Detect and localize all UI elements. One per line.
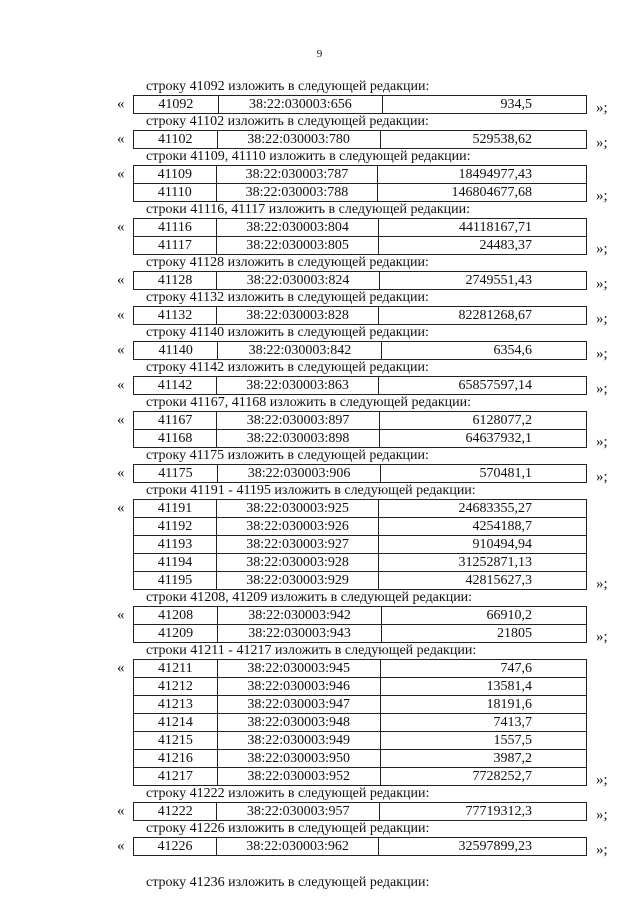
value-cell: 32597899,23 xyxy=(379,838,587,856)
cadastral-number-cell: 38:22:030003:949 xyxy=(217,732,380,750)
amendment-table xyxy=(133,606,587,643)
amendment-block xyxy=(0,271,639,290)
amendment-table xyxy=(133,218,587,255)
value-cell: 66910,2 xyxy=(381,607,586,625)
opening-quote: « xyxy=(117,500,125,516)
cadastral-number-cell: 38:22:030003:943 xyxy=(218,625,382,643)
value-cell: 82281268,67 xyxy=(379,307,587,325)
opening-quote: « xyxy=(117,660,125,676)
value-cell: 529538,62 xyxy=(380,131,586,149)
value-cell: 42815627,3 xyxy=(379,572,587,590)
amendment-block xyxy=(0,218,639,255)
amendment-block xyxy=(0,499,639,590)
amendment-table xyxy=(133,837,587,856)
amendment-block xyxy=(0,165,639,202)
cadastral-number-cell: 38:22:030003:898 xyxy=(217,430,380,448)
amendment-block xyxy=(0,659,639,786)
closing-quote: »; xyxy=(596,807,608,823)
value-cell: 4254188,7 xyxy=(379,518,587,536)
amendment-table xyxy=(133,802,587,821)
opening-quote: « xyxy=(117,219,125,235)
cadastral-number-cell: 38:22:030003:957 xyxy=(217,803,380,821)
table-row xyxy=(134,96,587,114)
row-number-cell: 41168 xyxy=(134,430,217,448)
closing-quote: »; xyxy=(596,434,608,450)
table-row xyxy=(134,342,587,360)
amendment-block xyxy=(0,837,639,856)
opening-quote: « xyxy=(117,131,125,147)
cadastral-number-cell: 38:22:030003:828 xyxy=(216,307,378,325)
amendment-table xyxy=(133,165,587,202)
amendment-block xyxy=(0,306,639,325)
closing-quote: »; xyxy=(596,188,608,204)
amendment-table xyxy=(133,659,587,786)
value-cell: 570481,1 xyxy=(381,465,587,483)
table-row xyxy=(134,184,587,202)
table-row xyxy=(134,465,587,483)
value-cell: 24483,37 xyxy=(379,237,587,255)
table-row xyxy=(134,272,587,290)
row-number-cell: 41195 xyxy=(134,572,217,590)
table-row xyxy=(134,219,587,237)
value-cell: 3987,2 xyxy=(380,750,586,768)
row-number-cell: 41212 xyxy=(134,678,218,696)
value-cell: 6128077,2 xyxy=(379,412,586,430)
closing-quote: »; xyxy=(596,311,608,327)
table-row xyxy=(134,536,587,554)
closing-quote: »; xyxy=(596,135,608,151)
row-number-cell: 41128 xyxy=(134,272,217,290)
table-row xyxy=(134,714,587,732)
value-cell: 64637932,1 xyxy=(379,430,586,448)
cadastral-number-cell: 38:22:030003:962 xyxy=(217,838,379,856)
cadastral-number-cell: 38:22:030003:927 xyxy=(216,536,378,554)
row-number-cell: 41217 xyxy=(134,768,218,786)
amendment-block xyxy=(0,341,639,360)
amendment-block xyxy=(0,464,639,483)
closing-quote: »; xyxy=(596,241,608,257)
value-cell: 146804677,68 xyxy=(378,184,587,202)
amendment-table xyxy=(133,95,587,114)
opening-quote: « xyxy=(117,342,125,358)
row-number-cell: 41142 xyxy=(134,377,217,395)
amendment-intro: строку 41140 изложить в следующей редакции: xyxy=(146,325,429,340)
table-row xyxy=(134,166,587,184)
amendment-intro: строку 41175 изложить в следующей редакции: xyxy=(146,448,429,463)
value-cell: 7728252,7 xyxy=(380,768,586,786)
closing-quote: »; xyxy=(596,346,608,362)
cadastral-number-cell: 38:22:030003:947 xyxy=(217,696,380,714)
closing-quote: »; xyxy=(596,629,608,645)
closing-quote: »; xyxy=(596,276,608,292)
row-number-cell: 41216 xyxy=(134,750,218,768)
opening-quote: « xyxy=(117,607,125,623)
value-cell: 24683355,27 xyxy=(379,500,587,518)
opening-quote: « xyxy=(117,803,125,819)
value-cell: 6354,6 xyxy=(382,342,587,360)
closing-quote: »; xyxy=(596,100,608,116)
table-row xyxy=(134,838,587,856)
value-cell: 910494,94 xyxy=(379,536,587,554)
row-number-cell: 41222 xyxy=(134,803,217,821)
table-row xyxy=(134,237,587,255)
amendment-intro: строку 41226 изложить в следующей редакции: xyxy=(146,821,430,836)
row-number-cell: 41192 xyxy=(134,518,217,536)
closing-quote: »; xyxy=(596,772,608,788)
closing-quote: »; xyxy=(596,469,608,485)
value-cell: 2749551,43 xyxy=(379,272,586,290)
amendment-block xyxy=(0,802,639,821)
row-number-cell: 41215 xyxy=(134,732,218,750)
amendment-intro: строку 41102 изложить в следующей редакции: xyxy=(146,114,429,129)
amendment-block xyxy=(0,130,639,149)
cadastral-number-cell: 38:22:030003:952 xyxy=(217,768,380,786)
amendment-block xyxy=(0,411,639,448)
page-number: 9 xyxy=(316,48,323,60)
cadastral-number-cell: 38:22:030003:780 xyxy=(217,131,380,149)
value-cell: 77719312,3 xyxy=(379,803,586,821)
value-cell: 65857597,14 xyxy=(379,377,587,395)
amendment-intro: строки 41211 - 41217 изложить в следующей редакции: xyxy=(146,643,477,658)
closing-quote: »; xyxy=(596,842,608,858)
value-cell: 747,6 xyxy=(380,660,586,678)
amendment-table xyxy=(133,411,587,448)
value-cell: 44118167,71 xyxy=(379,219,587,237)
row-number-cell: 41208 xyxy=(134,607,218,625)
cadastral-number-cell: 38:22:030003:788 xyxy=(216,184,378,202)
amendment-table xyxy=(133,130,587,149)
row-number-cell: 41167 xyxy=(134,412,217,430)
table-row xyxy=(134,500,587,518)
row-number-cell: 41092 xyxy=(134,96,219,114)
value-cell: 934,5 xyxy=(383,96,587,114)
table-row xyxy=(134,377,587,395)
row-number-cell: 41117 xyxy=(134,237,217,255)
amendment-intro: строку 41142 изложить в следующей редакции: xyxy=(146,360,429,375)
amendment-intro: строки 41116, 41117 изложить в следующей редакции: xyxy=(146,202,470,217)
cadastral-number-cell: 38:22:030003:804 xyxy=(216,219,378,237)
cadastral-number-cell: 38:22:030003:906 xyxy=(217,465,380,483)
opening-quote: « xyxy=(117,307,125,323)
amendment-intro: строку 41222 изложить в следующей редакции: xyxy=(146,786,430,801)
table-row xyxy=(134,732,587,750)
table-row xyxy=(134,572,587,590)
table-row xyxy=(134,768,587,786)
amendment-block xyxy=(0,95,639,114)
table-row xyxy=(134,625,587,643)
amendment-table xyxy=(133,464,587,483)
amendment-table xyxy=(133,341,587,360)
table-row xyxy=(134,750,587,768)
amendment-intro: строки 41208, 41209 изложить в следующей редакции: xyxy=(146,590,473,605)
row-number-cell: 41214 xyxy=(134,714,218,732)
cadastral-number-cell: 38:22:030003:824 xyxy=(217,272,380,290)
closing-quote: »; xyxy=(596,576,608,592)
table-row xyxy=(134,678,587,696)
table-row xyxy=(134,307,587,325)
table-row xyxy=(134,412,587,430)
amendment-intro: строку 41236 изложить в следующей редакции: xyxy=(146,875,430,890)
document-body xyxy=(0,79,639,856)
row-number-cell: 41102 xyxy=(134,131,218,149)
value-cell: 18191,6 xyxy=(380,696,586,714)
cadastral-number-cell: 38:22:030003:656 xyxy=(218,96,382,114)
opening-quote: « xyxy=(117,96,125,112)
cadastral-number-cell: 38:22:030003:946 xyxy=(217,678,380,696)
cadastral-number-cell: 38:22:030003:787 xyxy=(216,166,378,184)
amendment-intro: строку 41132 изложить в следующей редакции: xyxy=(146,290,429,305)
cadastral-number-cell: 38:22:030003:942 xyxy=(218,607,382,625)
opening-quote: « xyxy=(117,272,125,288)
table-row xyxy=(134,131,587,149)
row-number-cell: 41110 xyxy=(134,184,217,202)
cadastral-number-cell: 38:22:030003:928 xyxy=(216,554,378,572)
row-number-cell: 41191 xyxy=(134,500,217,518)
cadastral-number-cell: 38:22:030003:805 xyxy=(216,237,378,255)
value-cell: 1557,5 xyxy=(380,732,586,750)
value-cell: 18494977,43 xyxy=(378,166,587,184)
table-row xyxy=(134,803,587,821)
cadastral-number-cell: 38:22:030003:863 xyxy=(216,377,378,395)
amendment-table xyxy=(133,499,587,590)
amendment-intro: строки 41191 - 41195 изложить в следующей редакции: xyxy=(146,483,476,498)
opening-quote: « xyxy=(117,166,125,182)
amendment-block xyxy=(0,376,639,395)
table-row xyxy=(134,554,587,572)
cadastral-number-cell: 38:22:030003:925 xyxy=(216,500,378,518)
cadastral-number-cell: 38:22:030003:948 xyxy=(217,714,380,732)
cadastral-number-cell: 38:22:030003:929 xyxy=(216,572,378,590)
row-number-cell: 41226 xyxy=(134,838,217,856)
row-number-cell: 41116 xyxy=(134,219,217,237)
amendment-table xyxy=(133,271,587,290)
row-number-cell: 41194 xyxy=(134,554,217,572)
table-row xyxy=(134,518,587,536)
value-cell: 13581,4 xyxy=(380,678,586,696)
amendment-intro: строки 41109, 41110 изложить в следующей редакции: xyxy=(146,149,471,164)
cadastral-number-cell: 38:22:030003:950 xyxy=(217,750,380,768)
row-number-cell: 41213 xyxy=(134,696,218,714)
cadastral-number-cell: 38:22:030003:842 xyxy=(218,342,382,360)
table-row xyxy=(134,607,587,625)
row-number-cell: 41209 xyxy=(134,625,218,643)
opening-quote: « xyxy=(117,377,125,393)
table-row xyxy=(134,660,587,678)
row-number-cell: 41211 xyxy=(134,660,218,678)
row-number-cell: 41175 xyxy=(134,465,218,483)
cadastral-number-cell: 38:22:030003:926 xyxy=(216,518,378,536)
row-number-cell: 41140 xyxy=(134,342,218,360)
opening-quote: « xyxy=(117,838,125,854)
amendment-intro: строки 41167, 41168 изложить в следующей редакции: xyxy=(146,395,472,410)
amendment-intro: строку 41128 изложить в следующей редакции: xyxy=(146,255,429,270)
row-number-cell: 41132 xyxy=(134,307,217,325)
amendment-block xyxy=(0,606,639,643)
value-cell: 31252871,13 xyxy=(379,554,587,572)
table-row xyxy=(134,696,587,714)
amendment-intro: строку 41092 изложить в следующей редакции: xyxy=(146,79,430,94)
cadastral-number-cell: 38:22:030003:945 xyxy=(217,660,380,678)
amendment-table xyxy=(133,306,587,325)
value-cell: 7413,7 xyxy=(380,714,586,732)
cadastral-number-cell: 38:22:030003:897 xyxy=(217,412,380,430)
value-cell: 21805 xyxy=(381,625,586,643)
row-number-cell: 41193 xyxy=(134,536,217,554)
row-number-cell: 41109 xyxy=(134,166,217,184)
opening-quote: « xyxy=(117,412,125,428)
closing-quote: »; xyxy=(596,381,608,397)
amendment-table xyxy=(133,376,587,395)
table-row xyxy=(134,430,587,448)
opening-quote: « xyxy=(117,465,125,481)
